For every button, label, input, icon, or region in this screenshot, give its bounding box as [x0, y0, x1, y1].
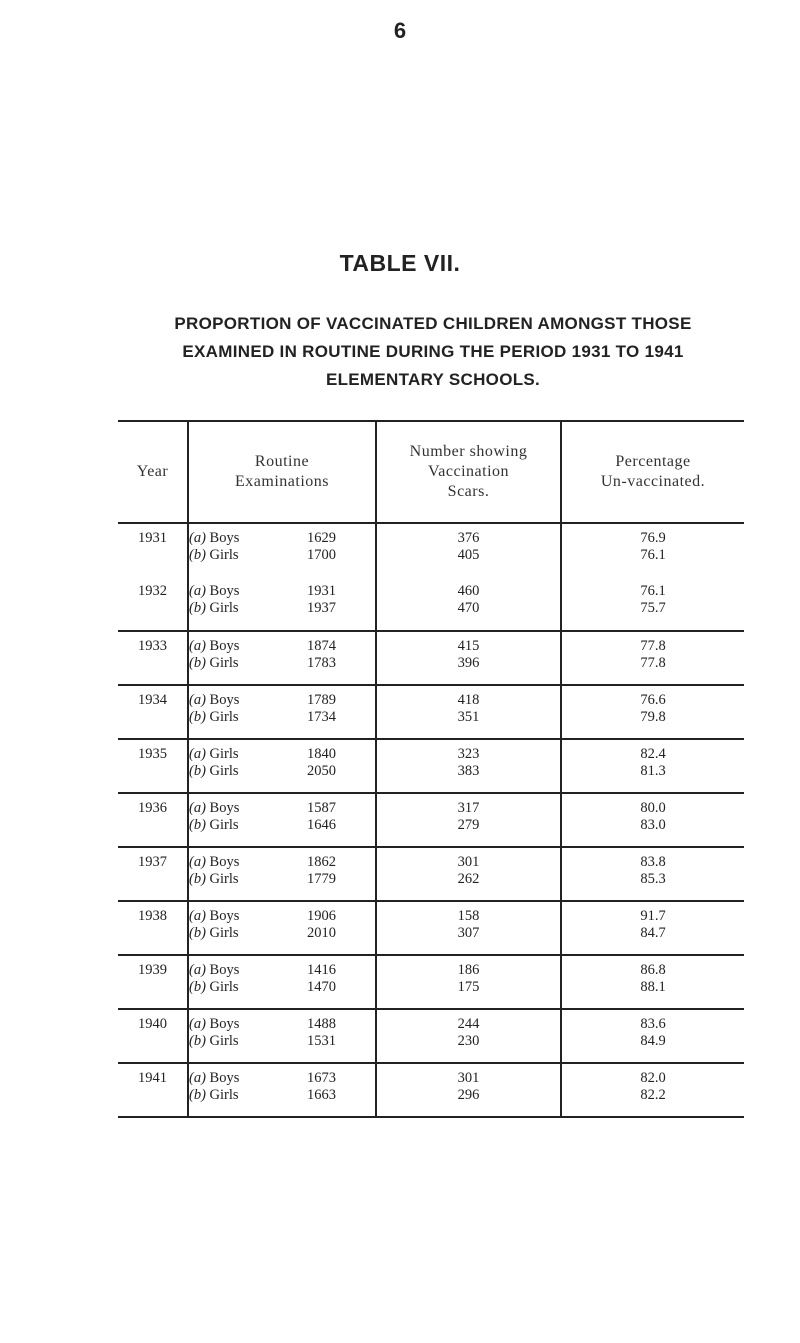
scars-value: 351: [457, 708, 480, 725]
percentage-cell: [561, 739, 744, 793]
table-row: [118, 523, 744, 577]
percentage-cell: [561, 847, 744, 901]
percentage-value: 79.8: [640, 708, 666, 725]
group-label: Girls: [209, 599, 239, 616]
exam-line: [189, 655, 375, 672]
exam-line: [189, 925, 375, 942]
exam-group: [189, 1033, 307, 1050]
exam-group: [189, 655, 307, 672]
group-tag: (a): [189, 746, 206, 762]
scars-cell: [376, 847, 561, 901]
percentage-value: 83.8: [640, 854, 666, 870]
group-label: Boys: [209, 908, 240, 924]
scars-value: 396: [457, 654, 480, 671]
exam-count: 1488: [307, 1016, 336, 1032]
exam-line: [189, 746, 375, 763]
scars-value: 376: [457, 530, 480, 546]
exam-line: [189, 1016, 375, 1033]
exam-line: [189, 530, 375, 547]
exam-count: 1629: [307, 530, 336, 546]
scars-value: 383: [457, 762, 480, 779]
scars-value: 175: [457, 978, 480, 995]
exam-group: [189, 583, 307, 600]
scars-value: 244: [457, 1016, 480, 1032]
year-cell: 1936: [118, 793, 188, 847]
group-tag: (a): [189, 1070, 206, 1086]
exam-group: [189, 817, 307, 834]
examinations-cell: [188, 631, 376, 685]
percentage-cell: [561, 955, 744, 1009]
table-row: [118, 793, 744, 847]
year-cell: 1931: [118, 523, 188, 577]
examinations-cell: [188, 523, 376, 577]
percentage-value: 83.0: [640, 816, 666, 833]
scars-value: 301: [457, 854, 480, 870]
table-row: [118, 901, 744, 955]
percentage-value: 82.4: [640, 746, 666, 762]
table-title: TABLE VII.: [339, 250, 461, 276]
group-tag: (a): [189, 800, 206, 816]
year-cell: 1935: [118, 739, 188, 793]
group-tag: (b): [189, 978, 206, 995]
examinations-cell: [188, 1063, 376, 1117]
exam-group: [189, 763, 307, 780]
percentage-cell: [561, 1009, 744, 1063]
group-tag: (b): [189, 816, 206, 833]
header-row: [118, 421, 744, 523]
scars-cell: [376, 1063, 561, 1117]
percentage-value: 82.2: [640, 1086, 666, 1103]
table-body: [118, 523, 744, 1117]
group-label: Girls: [209, 978, 239, 995]
exam-line: [189, 979, 375, 996]
percentage-cell: [561, 631, 744, 685]
table-subtitle: [118, 310, 748, 394]
table-row: [118, 739, 744, 793]
table-row: [118, 1063, 744, 1117]
examinations-cell: [188, 847, 376, 901]
exam-count: 1874: [307, 638, 336, 654]
header-line: Vaccination: [427, 463, 510, 480]
scars-cell: [376, 955, 561, 1009]
subtitle-line: ELEMENTARY SCHOOLS.: [325, 370, 541, 389]
table-row: [118, 955, 744, 1009]
year-cell: 1934: [118, 685, 188, 739]
scars-value: 307: [457, 924, 480, 941]
percentage-value: 76.1: [640, 546, 666, 563]
percentage-cell: [561, 901, 744, 955]
exam-line: [189, 800, 375, 817]
scars-value: 415: [457, 638, 480, 654]
year-cell: 1938: [118, 901, 188, 955]
percentage-value: 77.8: [640, 654, 666, 671]
examinations-cell: [188, 901, 376, 955]
exam-group: [189, 871, 307, 888]
exam-count: 2010: [307, 924, 336, 941]
group-tag: (b): [189, 654, 206, 671]
percentage-value: 77.8: [640, 638, 666, 654]
group-label: Girls: [209, 924, 239, 941]
exam-line: [189, 547, 375, 564]
group-label: Boys: [209, 583, 240, 599]
percentage-value: 76.9: [640, 530, 666, 546]
group-label: Girls: [209, 816, 239, 833]
page-number: 6: [393, 18, 407, 43]
exam-group: [189, 908, 307, 925]
group-tag: (a): [189, 962, 206, 978]
percentage-cell: [561, 1063, 744, 1117]
header-line: Year: [136, 463, 169, 480]
group-label: Girls: [209, 708, 239, 725]
group-label: Girls: [209, 546, 239, 563]
percentage-cell: [561, 523, 744, 577]
exam-count: 1646: [307, 816, 336, 833]
exam-line: [189, 908, 375, 925]
scars-value: 405: [457, 546, 480, 563]
header-line: Examinations: [235, 473, 329, 490]
year-cell: 1937: [118, 847, 188, 901]
exam-count: 1906: [307, 908, 336, 924]
header-line: Percentage: [615, 453, 691, 470]
year-cell: 1932: [138, 583, 167, 599]
exam-line: [189, 1087, 375, 1104]
percentage-value: 80.0: [640, 800, 666, 816]
header-percentage-unvaccinated: [561, 421, 744, 523]
exam-group: [189, 854, 307, 871]
exam-line: [189, 1070, 375, 1087]
exam-group: [189, 709, 307, 726]
exam-count: 1416: [307, 962, 336, 978]
table-row: [118, 631, 744, 685]
percentage-value: 91.7: [640, 908, 666, 924]
scars-cell: [376, 577, 561, 631]
exam-count: 1734: [307, 708, 336, 725]
exam-line: [189, 638, 375, 655]
examinations-cell: [188, 577, 376, 631]
group-label: Boys: [209, 1016, 240, 1032]
scars-value: 301: [457, 1070, 480, 1086]
exam-line: [189, 962, 375, 979]
percentage-value: 84.9: [640, 1032, 666, 1049]
year-cell: 1939: [118, 955, 188, 1009]
scars-value: 317: [457, 800, 480, 816]
group-label: Boys: [209, 530, 240, 546]
group-label: Boys: [209, 800, 240, 816]
exam-count: 1783: [307, 654, 336, 671]
exam-count: 1789: [307, 692, 336, 708]
header-line: Routine: [254, 453, 310, 470]
header-line: Scars.: [447, 483, 490, 500]
exam-line: [189, 600, 375, 617]
year-cell: 1933: [118, 631, 188, 685]
group-tag: (a): [189, 1016, 206, 1032]
exam-group: [189, 692, 307, 709]
year-cell: 1941: [118, 1063, 188, 1117]
examinations-cell: [188, 793, 376, 847]
group-label: Girls: [209, 762, 239, 779]
scars-value: 279: [457, 816, 480, 833]
examinations-cell: [188, 1009, 376, 1063]
percentage-value: 86.8: [640, 962, 666, 978]
percentage-value: 76.1: [640, 583, 666, 599]
exam-group: [189, 600, 307, 617]
scars-cell: [376, 523, 561, 577]
header-line: Un-vaccinated.: [600, 473, 706, 490]
exam-line: [189, 583, 375, 600]
exam-line: [189, 871, 375, 888]
percentage-cell: [561, 685, 744, 739]
group-tag: (b): [189, 599, 206, 616]
group-tag: (a): [189, 530, 206, 546]
exam-group: [189, 979, 307, 996]
scars-value: 470: [457, 599, 480, 616]
scars-value: 323: [457, 746, 480, 762]
scars-cell: [376, 901, 561, 955]
header-line: Number showing: [409, 443, 528, 460]
exam-count: 1779: [307, 870, 336, 887]
scars-cell: [376, 631, 561, 685]
exam-count: 1663: [307, 1086, 336, 1103]
percentage-value: 85.3: [640, 870, 666, 887]
group-label: Girls: [209, 1032, 239, 1049]
group-tag: (b): [189, 708, 206, 725]
group-label: Boys: [209, 962, 240, 978]
group-label: Girls: [209, 1086, 239, 1103]
group-tag: (a): [189, 638, 206, 654]
percentage-value: 81.3: [640, 762, 666, 779]
group-tag: (a): [189, 583, 206, 599]
table-row: [118, 1009, 744, 1063]
group-label: Boys: [209, 638, 240, 654]
exam-count: 1673: [307, 1070, 336, 1086]
exam-group: [189, 1070, 307, 1087]
group-tag: (b): [189, 546, 206, 563]
subtitle-line: PROPORTION OF VACCINATED CHILDREN AMONGST THOSE: [174, 314, 692, 333]
exam-group: [189, 638, 307, 655]
percentage-cell: [561, 793, 744, 847]
scars-value: 262: [457, 870, 480, 887]
exam-line: [189, 817, 375, 834]
scars-cell: [376, 739, 561, 793]
percentage-value: 88.1: [640, 978, 666, 995]
scars-value: 460: [457, 583, 480, 599]
exam-group: [189, 547, 307, 564]
exam-line: [189, 854, 375, 871]
vaccination-table: [118, 420, 744, 1118]
exam-count: 1937: [307, 599, 336, 616]
scars-cell: [376, 793, 561, 847]
exam-count: 1931: [307, 583, 336, 599]
exam-count: 2050: [307, 762, 336, 779]
table-row: [118, 847, 744, 901]
table-row: [118, 685, 744, 739]
exam-group: [189, 925, 307, 942]
exam-count: 1587: [307, 800, 336, 816]
scars-value: 418: [457, 692, 480, 708]
exam-count: 1862: [307, 854, 336, 870]
examinations-cell: [188, 955, 376, 1009]
group-label: Boys: [209, 692, 240, 708]
group-tag: (b): [189, 1086, 206, 1103]
exam-count: 1531: [307, 1032, 336, 1049]
percentage-value: 75.7: [640, 599, 666, 616]
exam-group: [189, 530, 307, 547]
subtitle-line: EXAMINED IN ROUTINE DURING THE PERIOD 1931 TO 1941: [182, 342, 684, 361]
group-label: Girls: [209, 654, 239, 671]
exam-group: [189, 800, 307, 817]
percentage-cell: [561, 577, 744, 631]
exam-group: [189, 962, 307, 979]
scars-cell: [376, 685, 561, 739]
group-label: Boys: [209, 854, 240, 870]
group-label: Boys: [209, 1070, 240, 1086]
group-tag: (b): [189, 762, 206, 779]
header-year: [118, 421, 188, 523]
group-tag: (b): [189, 924, 206, 941]
exam-count: 1840: [307, 746, 336, 762]
exam-group: [189, 746, 307, 763]
group-label: Girls: [209, 746, 239, 762]
percentage-value: 76.6: [640, 692, 666, 708]
group-label: Girls: [209, 870, 239, 887]
group-tag: (a): [189, 692, 206, 708]
scars-cell: [376, 1009, 561, 1063]
exam-group: [189, 1016, 307, 1033]
percentage-value: 83.6: [640, 1016, 666, 1032]
exam-line: [189, 763, 375, 780]
year-cell: 1940: [118, 1009, 188, 1063]
percentage-value: 84.7: [640, 924, 666, 941]
exam-group: [189, 1087, 307, 1104]
exam-line: [189, 1033, 375, 1050]
exam-count: 1470: [307, 978, 336, 995]
exam-line: [189, 692, 375, 709]
header-vaccination-scars: [376, 421, 561, 523]
scars-value: 186: [457, 962, 480, 978]
examinations-cell: [188, 685, 376, 739]
percentage-value: 82.0: [640, 1070, 666, 1086]
group-tag: (b): [189, 870, 206, 887]
scars-value: 158: [457, 908, 480, 924]
exam-count: 1700: [307, 546, 336, 563]
header-routine-examinations: [188, 421, 376, 523]
scars-value: 296: [457, 1086, 480, 1103]
group-tag: (a): [189, 854, 206, 870]
group-tag: (a): [189, 908, 206, 924]
group-tag: (b): [189, 1032, 206, 1049]
examinations-cell: [188, 739, 376, 793]
scars-value: 230: [457, 1032, 480, 1049]
table-row: [118, 577, 744, 631]
exam-line: [189, 709, 375, 726]
